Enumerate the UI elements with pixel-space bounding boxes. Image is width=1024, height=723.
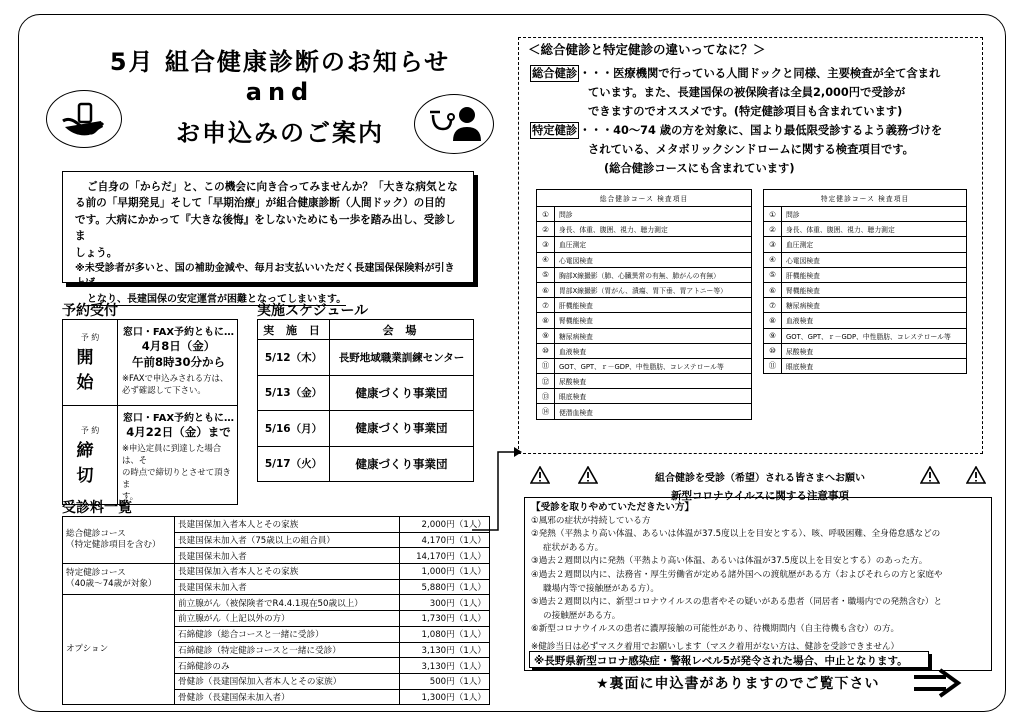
- fee-category-specific: 特定健診コース （40歳～74歳が対象）: [63, 564, 175, 595]
- table-row: 前立腺がん（上記以外の方） 1,730円（1人）: [63, 611, 490, 627]
- fees-table: [62, 516, 490, 705]
- list-item: ⑤過去２週間以内に、新型コロナウイルスの患者やその疑いがある患者（同居者・職場内での発熱含む）と: [531, 597, 943, 608]
- back-notice: ★裏面に申込書がありますのでご覧下さい: [596, 676, 880, 692]
- intro-note: となり、長建国保の安定運営が困難となってしまいます。: [87, 293, 347, 305]
- intro-line: しょう。: [75, 246, 118, 259]
- corona-heading: 組合健診を受診（希望）される皆さまへお願い: [655, 473, 865, 484]
- table-row: ⑦ 肝機能検査: [537, 298, 752, 313]
- table-row: 骨健診（長建国保未加入者） 1,300円（1人）: [63, 689, 490, 705]
- reservation-open-label: 予 約 開 始: [63, 320, 118, 406]
- corona-subtitle: 【受診を取りやめていただきたい方】: [531, 502, 695, 513]
- phone-hand-icon: [46, 90, 122, 148]
- list-item: ④過去２週間以内に、法務省・厚生労働省が定める諸外国への渡航歴がある方（およびそれらの方と家庭や: [531, 569, 943, 580]
- fees-heading: 受診料一覧: [62, 500, 132, 516]
- table-row: ⑤ 胸部X線撮影（肺、心臓異常の有無、肺がんの有無）: [537, 267, 752, 282]
- alert-level-note: ※長野県新型コロナ感染症・警報レベル5が発令された場合、中止となります。: [529, 651, 929, 668]
- schedule-table: [257, 319, 474, 482]
- list-item: 症状がある方。: [543, 542, 604, 553]
- table-row: 石綿健診（特定健診コースと一緒に受診） 3,130円（1人）: [63, 642, 490, 658]
- warning-icon: [530, 466, 550, 484]
- table-row: ⑭ 便潜血検査: [537, 404, 752, 419]
- double-arrow-icon: [912, 668, 962, 698]
- table-row: ① 問診: [537, 207, 752, 222]
- intro-note: ※未受診者が多いと、国の補助金減や、毎月お支払いいただく長建国保保険料が引き上げ: [75, 263, 455, 290]
- table-row: 長建国保未加入者 14,170円（1人）: [63, 548, 490, 564]
- fee-category-option: オプション: [63, 595, 175, 705]
- page-title: 5月 組合健康診断のお知らせ: [109, 48, 451, 76]
- table-row: 5/16（月） 健康づくり事業団: [258, 411, 474, 447]
- specific-items-header: 特定健診コース 検査項目: [764, 190, 967, 207]
- intro-box: [62, 171, 474, 305]
- specific-tag: 特定健診: [532, 124, 578, 137]
- table-row: ② 身長、体重、腹囲、視力、聴力測定: [764, 222, 967, 237]
- reservation-heading: 予約受付: [62, 303, 118, 319]
- table-row: ③ 血圧測定: [537, 237, 752, 252]
- table-row: ⑥ 腎機能検査: [764, 282, 967, 297]
- page-subtitle: お申込みのご案内: [176, 119, 384, 147]
- list-item: ③過去２週間以内に発熱（平熱より高い体温、あるいは体温が37.5度以上を目安とする）のあった方。: [531, 556, 928, 567]
- table-row: ⑪ GOT、GPT、ｒ－GDP、中性脂肪、コレステロール等: [537, 358, 752, 373]
- table-row: 石綿健診のみ 3,130円（1人）: [63, 658, 490, 674]
- table-row: ③ 血圧測定: [764, 237, 967, 252]
- table-row: 長建国保未加入者（75歳以上の組合員） 4,170円（1人）: [63, 532, 490, 548]
- fee-category-general: 総合健診コース （特定健診項目を含む）: [63, 517, 175, 564]
- specific-items-table: [763, 189, 967, 374]
- table-row: ⑦ 糖尿病検査: [764, 298, 967, 313]
- schedule-col-date: 実 施 日: [258, 320, 330, 340]
- table-row: ⑧ 血液検査: [764, 313, 967, 328]
- table-row: ⑩ 血液検査: [537, 343, 752, 358]
- intro-line: です。大病にかかって『大きな後悔』をしないためにも一歩を踏み出し、受診しま: [75, 213, 456, 243]
- corona-box: [524, 497, 992, 671]
- table-row: ④ 心電図検査: [537, 252, 752, 267]
- title-and: and: [245, 78, 315, 106]
- table-row: オプション 前立腺がん（被保険者でR4.4.1現在50歳以上） 300円（1人）: [63, 595, 490, 611]
- list-item: ⑥新型コロナウイルスの患者に濃厚接触の可能性があり、待機期間内（自主待機も含む）の方。: [531, 624, 900, 635]
- list-item: の接触歴がある方。: [543, 610, 621, 621]
- reservation-close-label: 予 約 締 切: [63, 406, 118, 505]
- corona-subheading: 新型コロナウイルスに関する注意事項: [671, 490, 849, 502]
- difference-title: ＜総合健診と特定健診の違いってなに？＞: [528, 42, 766, 57]
- table-row: ⑨ 糖尿病検査: [537, 328, 752, 343]
- table-row: ⑤ 肝機能検査: [764, 267, 967, 282]
- table-row: 5/12（木） 長野地域職業訓練センター: [258, 340, 474, 376]
- schedule-col-venue: 会 場: [330, 320, 474, 340]
- list-item: ①風邪の症状が持続している方: [531, 515, 651, 526]
- table-row: ④ 心電図検査: [764, 252, 967, 267]
- difference-body: 総合健診 ・・・医療機関で行っている人間ドックと同様、主要検査が全て含まれ ています。また、長建国保の被保険者は全員2,000円で受診が できますのでオススメです。(特定健診項目も含まれています) 特定健診 ・・・40～74 歳の方を対象に、国より最低限受診するよう義務づけを されている、メタボリックシンドロームに関する検査項目です。 (総合健診コースにも含まれています): [532, 67, 943, 175]
- connector-arrow: [470, 440, 524, 540]
- table-row: 特定健診コース （40歳～74歳が対象） 長建国保加入者本人とその家族 1,000円（1人）: [63, 564, 490, 580]
- table-row: 5/17（火） 健康づくり事業団: [258, 446, 474, 482]
- intro-line: る前の「早期発見」そして「早期治療」が組合健康診断（人間ドック）の目的: [75, 197, 446, 210]
- doctor-stethoscope-icon: [414, 94, 494, 154]
- mask-note: ※健診当日は必ずマスク着用でお願いします（マスク着用がない方は、健診を受診できません）: [531, 641, 900, 652]
- table-row: 総合健診コース （特定健診項目を含む） 長建国保加入者本人とその家族 2,000円（1人）: [63, 517, 490, 533]
- table-row: ⑥ 胃部X線撮影（胃がん、潰瘍、胃下垂、胃アトニー等）: [537, 282, 752, 297]
- intro-line: ご自身の「からだ」と、この機会に向き合ってみませんか？「大きな病気とな: [87, 181, 458, 193]
- general-items-header: 総合健診コース 検査項目: [537, 190, 752, 207]
- table-row: ⑫ 尿酸検査: [537, 374, 752, 389]
- table-row: 長建国保未加入者 5,880円（1人）: [63, 579, 490, 595]
- reservation-table: [62, 319, 238, 505]
- general-tag: 総合健診: [532, 67, 578, 80]
- schedule-heading: 実施スケジュール: [257, 303, 369, 319]
- table-row: ① 問診: [764, 207, 967, 222]
- table-row: ⑩ 尿酸検査: [764, 343, 967, 358]
- table-row: 骨健診（長建国保加入者本人とその家族） 500円（1人）: [63, 673, 490, 689]
- general-items-table: [536, 189, 752, 420]
- list-item: ②発熱（平熱より高い体温、あるいは体温が37.5度以上を目安とする）、咳、呼吸困難、全身倦怠感などの: [531, 529, 941, 540]
- reservation-open-detail: 窓口・FAX予約ともに… 4月8日（金） 午前8時30分から ※FAXで申込みされる方は、 必ず確認して下さい。: [118, 320, 238, 406]
- table-row: 石綿健診（総合コースと一緒に受診） 1,080円（1人）: [63, 626, 490, 642]
- table-row: ⑨ GOT、GPT、ｒ－GDP、中性脂肪、コレステロール等: [764, 328, 967, 343]
- table-row: ⑪ 眼底検査: [764, 358, 967, 373]
- table-row: ⑧ 腎機能検査: [537, 313, 752, 328]
- list-item: 職場内等で接触歴がある方）。: [543, 583, 660, 594]
- table-row: ② 身長、体重、腹囲、視力、聴力測定: [537, 222, 752, 237]
- table-row: ⑬ 眼底検査: [537, 389, 752, 404]
- table-row: 5/13（金） 健康づくり事業団: [258, 375, 474, 411]
- reservation-close-detail: 窓口・FAX予約ともに… 4月22日（金）まで ※申込定員に到達した場合は、そ の時点で締切りとさせて頂きま す。: [118, 406, 238, 505]
- warning-icon: [966, 466, 986, 484]
